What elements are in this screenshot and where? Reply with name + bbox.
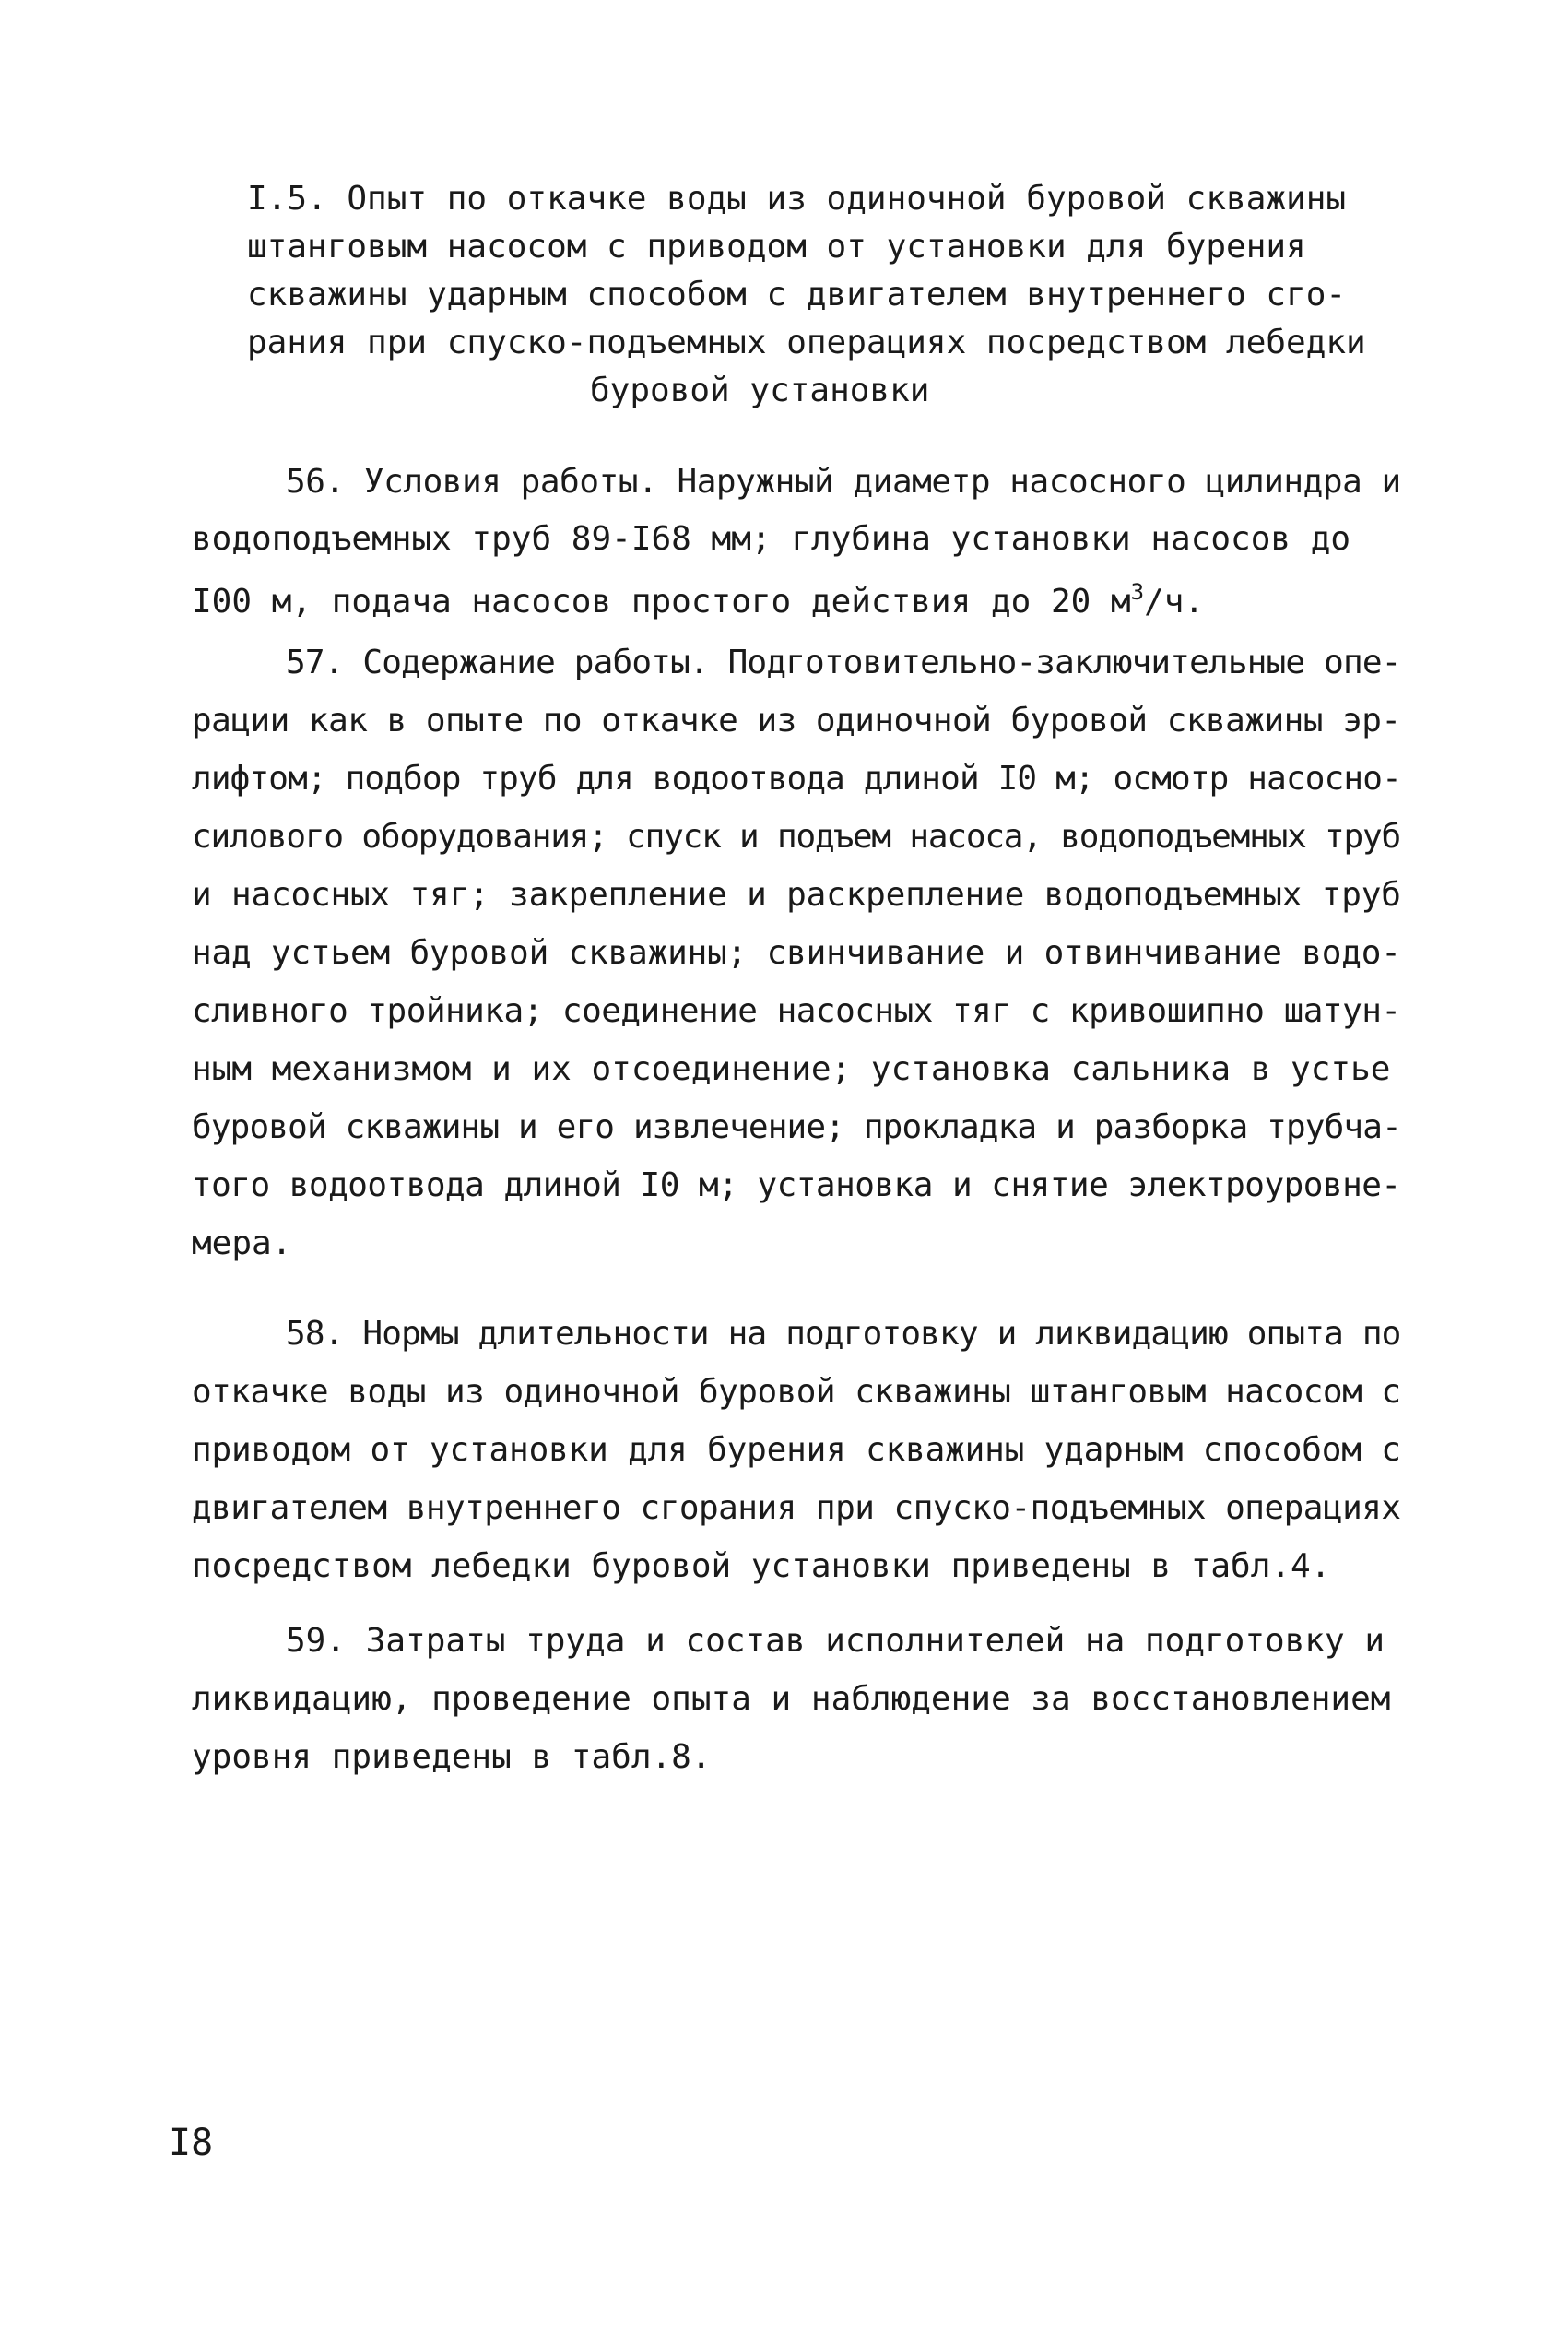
text-line: 56. Условия работы. Наружный диаметр насосного цилиндра и [286, 463, 1401, 501]
text-line: рации как в опыте по откачке из одиночной буровой скважины эр- [192, 702, 1401, 740]
text-line: мера. [192, 1225, 292, 1262]
text-line: буровой скважины и его извлечение; прокладка и разборка трубча- [192, 1108, 1401, 1146]
text-line: 59. Затраты труда и состав исполнителей на подготовку и [286, 1622, 1385, 1660]
heading-line: рания при спуско-подъемных операциях посредством лебедки [247, 324, 1366, 361]
text-line: приводом от установки для бурения скважины ударным способом с [192, 1431, 1401, 1469]
heading-line: I.5. Опыт по откачке воды из одиночной буровой скважины [247, 180, 1347, 218]
text-tail: /ч. [1144, 583, 1205, 621]
heading-line: скважины ударным способом с двигателем внутреннего сго- [247, 276, 1347, 314]
text-line: над устьем буровой скважины; свинчивание и отвинчивание водо- [192, 934, 1401, 972]
text-line: 57. Содержание работы. Подготовительно-заключительные опе- [286, 644, 1401, 681]
text-line: и насосных тяг; закрепление и раскрепление водоподъемных труб [192, 876, 1401, 914]
text-line: посредством лебедки буровой установки приведены в табл.4. [192, 1547, 1331, 1585]
text-line: водоподъемных труб 89-I68 мм; глубина установки насосов до [192, 520, 1351, 558]
text-line: силового оборудования; спуск и подъем насоса, водоподъемных труб [192, 818, 1400, 856]
text-line: ным механизмом и их отсоединение; установка сальника в устье [192, 1050, 1391, 1088]
text-line: лифтом; подбор труб для водоотвода длиной I0 м; осмотр насосно- [192, 760, 1401, 798]
text-line: уровня приведены в табл.8. [192, 1738, 712, 1776]
text-line: 58. Нормы длительности на подготовку и ликвидацию опыта по [286, 1315, 1401, 1353]
text-line: сливного тройника; соединение насосных тяг с кривошипно шатун- [192, 992, 1401, 1030]
heading-line: буровой установки [590, 372, 930, 409]
page-number: I8 [169, 2122, 214, 2164]
heading-line: штанговым насосом с приводом от установки для бурения [247, 228, 1306, 266]
superscript: 3 [1130, 579, 1145, 605]
text-line: того водоотвода длиной I0 м; установка и снятие электроуровне- [192, 1166, 1401, 1204]
text-line: двигателем внутреннего сгорания при спуско-подъемных операциях [192, 1489, 1401, 1527]
text-line: откачке воды из одиночной буровой скважины штанговым насосом с [192, 1373, 1401, 1411]
text-line: ликвидацию, проведение опыта и наблюдение за восстановлением [192, 1680, 1391, 1718]
text-line [192, 578, 1204, 626]
text-main: I00 м, подача насосов простого действия до 20 м [192, 583, 1131, 621]
